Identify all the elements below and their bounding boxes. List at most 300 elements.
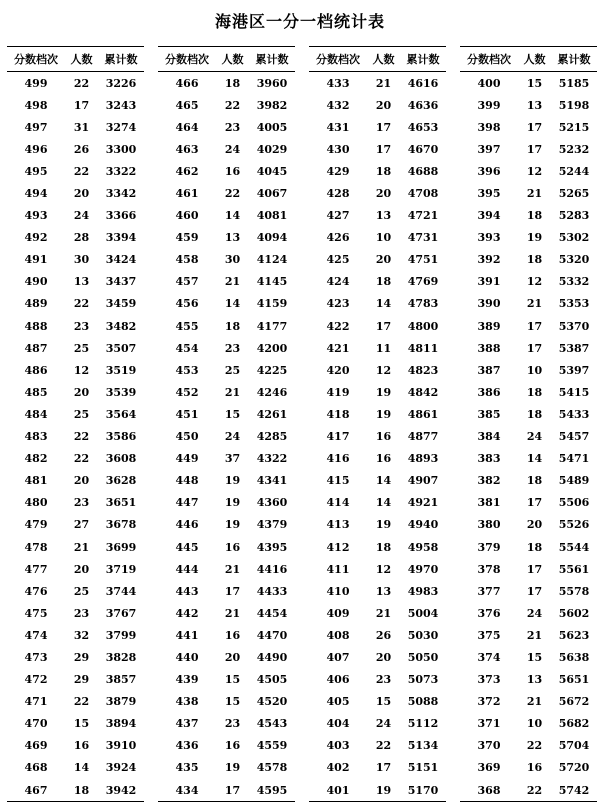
count-cell: 37 [224, 452, 241, 466]
count-cell: 24 [375, 717, 392, 731]
cumulative-cell: 4379 [256, 518, 288, 532]
table-row [309, 426, 446, 448]
score-cell: 443 [175, 584, 199, 598]
table-row [460, 669, 597, 691]
table-row [158, 205, 295, 227]
table-row [309, 359, 446, 381]
score-cell: 395 [477, 187, 501, 201]
score-cell: 401 [309, 779, 367, 802]
table-row [309, 735, 446, 757]
count-cell: 20 [375, 253, 392, 267]
count-cell: 13 [375, 209, 392, 223]
table-row [158, 713, 295, 735]
count-cell: 24 [224, 142, 241, 156]
cumulative-cell: 5704 [558, 739, 590, 753]
cumulative-cell: 4670 [407, 142, 439, 156]
table-row [460, 271, 597, 293]
count-cell: 18 [375, 540, 392, 554]
cumulative-cell: 5050 [407, 650, 439, 664]
table-row [7, 94, 144, 116]
score-cell: 404 [326, 717, 350, 731]
count-cell: 16 [224, 540, 241, 554]
table-row [158, 448, 295, 470]
cumulative-cell: 4940 [407, 518, 439, 532]
count-cell: 25 [73, 341, 90, 355]
table-row [309, 138, 446, 160]
header-row [7, 47, 144, 72]
cumulative-cell: 5134 [407, 739, 439, 753]
cumulative-cell: 5544 [558, 540, 590, 554]
cumulative-cell: 3699 [105, 540, 137, 554]
score-cell: 427 [326, 209, 350, 223]
score-cell: 491 [24, 253, 48, 267]
cumulative-cell: 4200 [256, 341, 288, 355]
table-row [309, 72, 446, 95]
count-cell: 14 [526, 452, 543, 466]
table-row [460, 138, 597, 160]
table-row [460, 602, 597, 624]
table-row [7, 691, 144, 713]
cumulative-cell: 4395 [256, 540, 288, 554]
table-row [309, 116, 446, 138]
cumulative-cell: 4005 [256, 120, 288, 134]
score-cell: 457 [175, 275, 199, 289]
score-cell: 425 [326, 253, 350, 267]
score-tables [7, 46, 597, 802]
cumulative-cell: 4505 [256, 673, 288, 687]
score-cell: 466 [175, 76, 199, 90]
cumulative-cell: 4454 [256, 606, 288, 620]
score-cell: 370 [477, 739, 501, 753]
count-cell: 19 [224, 474, 241, 488]
cumulative-cell: 5471 [558, 452, 590, 466]
table-row [158, 514, 295, 536]
cumulative-cell: 5397 [558, 363, 590, 377]
count-cell: 21 [224, 562, 241, 576]
table-row [309, 514, 446, 536]
count-cell: 22 [73, 695, 90, 709]
count-cell: 21 [224, 385, 241, 399]
table-row [309, 470, 446, 492]
count-cell: 18 [375, 275, 392, 289]
table-row [158, 735, 295, 757]
score-cell: 448 [175, 474, 199, 488]
table-row [309, 536, 446, 558]
score-cell: 471 [24, 695, 48, 709]
count-cell: 17 [526, 319, 543, 333]
table-row [460, 470, 597, 492]
cumulative-cell: 3924 [105, 761, 137, 775]
header-cumulative: 累计数 [98, 47, 144, 72]
cumulative-cell: 3879 [105, 695, 137, 709]
score-cell: 374 [477, 650, 501, 664]
table-row [460, 713, 597, 735]
score-cell: 402 [326, 761, 350, 775]
score-cell: 439 [175, 673, 199, 687]
table-row [7, 492, 144, 514]
table-row [7, 337, 144, 359]
count-cell: 12 [526, 164, 543, 178]
count-cell: 15 [375, 695, 392, 709]
cumulative-cell: 4595 [249, 779, 295, 802]
table-row [309, 182, 446, 204]
cumulative-cell: 4842 [407, 385, 439, 399]
cumulative-cell: 3519 [105, 363, 137, 377]
count-cell: 13 [526, 98, 543, 112]
cumulative-cell: 3799 [105, 628, 137, 642]
count-cell: 20 [224, 650, 241, 664]
count-cell: 13 [375, 584, 392, 598]
count-cell: 23 [224, 341, 241, 355]
cumulative-cell: 4081 [256, 209, 288, 223]
score-cell: 400 [477, 76, 501, 90]
count-cell: 18 [65, 779, 98, 802]
cumulative-cell: 4559 [256, 739, 288, 753]
score-cell: 489 [24, 297, 48, 311]
count-cell: 21 [375, 606, 392, 620]
cumulative-cell: 5578 [558, 584, 590, 598]
count-cell: 17 [526, 584, 543, 598]
table-row [460, 94, 597, 116]
cumulative-cell: 4653 [407, 120, 439, 134]
table-row [460, 646, 597, 668]
table-row [158, 691, 295, 713]
score-cell: 463 [175, 142, 199, 156]
table-row [7, 448, 144, 470]
cumulative-cell: 4970 [407, 562, 439, 576]
score-cell: 460 [175, 209, 199, 223]
table-row [7, 403, 144, 425]
cumulative-cell: 5353 [558, 297, 590, 311]
cumulative-cell: 4067 [256, 187, 288, 201]
cumulative-cell: 5489 [558, 474, 590, 488]
score-cell: 371 [477, 717, 501, 731]
cumulative-cell: 4124 [256, 253, 288, 267]
cumulative-cell: 4983 [407, 584, 439, 598]
cumulative-cell: 5457 [558, 430, 590, 444]
table-row [309, 160, 446, 182]
header-cumulative: 累计数 [551, 47, 597, 72]
cumulative-cell: 3586 [105, 430, 137, 444]
cumulative-cell: 4490 [256, 650, 288, 664]
count-cell: 22 [73, 297, 90, 311]
score-cell: 392 [477, 253, 501, 267]
cumulative-cell: 4045 [256, 164, 288, 178]
table-row [460, 337, 597, 359]
cumulative-cell: 3366 [105, 209, 137, 223]
cumulative-cell: 4800 [407, 319, 439, 333]
table-row [7, 646, 144, 668]
table-row [7, 757, 144, 779]
count-cell: 28 [73, 231, 90, 245]
count-cell: 17 [375, 142, 392, 156]
table-row [309, 624, 446, 646]
count-cell: 15 [526, 76, 543, 90]
score-cell: 393 [477, 231, 501, 245]
count-cell: 17 [526, 142, 543, 156]
score-cell: 396 [477, 164, 501, 178]
score-cell: 456 [175, 297, 199, 311]
count-cell: 21 [526, 187, 543, 201]
cumulative-cell: 4769 [407, 275, 439, 289]
score-cell: 377 [477, 584, 501, 598]
count-cell: 14 [224, 209, 241, 223]
cumulative-cell: 5265 [558, 187, 590, 201]
cumulative-cell: 5170 [400, 779, 446, 802]
count-cell: 24 [73, 209, 90, 223]
count-cell: 20 [73, 562, 90, 576]
header-count: 人数 [518, 47, 551, 72]
count-cell: 22 [73, 76, 90, 90]
table-row [158, 381, 295, 403]
table-row [460, 72, 597, 95]
score-cell: 390 [477, 297, 501, 311]
cumulative-cell: 3719 [105, 562, 137, 576]
header-row [158, 47, 295, 72]
score-cell: 419 [326, 385, 350, 399]
score-cell: 406 [326, 673, 350, 687]
count-cell: 18 [375, 164, 392, 178]
score-cell: 487 [24, 341, 48, 355]
count-cell: 22 [375, 739, 392, 753]
cumulative-cell: 5651 [558, 673, 590, 687]
count-cell: 23 [375, 673, 392, 687]
cumulative-cell: 5415 [558, 385, 590, 399]
cumulative-cell: 3342 [105, 187, 137, 201]
cumulative-cell: 3459 [105, 297, 137, 311]
table-row [7, 205, 144, 227]
score-cell: 483 [24, 430, 48, 444]
score-cell: 398 [477, 120, 501, 134]
cumulative-cell: 5672 [558, 695, 590, 709]
cumulative-cell: 4921 [407, 496, 439, 510]
table-row [7, 249, 144, 271]
table-row [7, 779, 144, 802]
cumulative-cell: 3767 [105, 606, 137, 620]
cumulative-cell: 4470 [256, 628, 288, 642]
table-row [158, 757, 295, 779]
page-title: 海港区一分一档统计表 [214, 12, 385, 31]
count-cell: 20 [73, 187, 90, 201]
header-score-level: 分数档次 [158, 47, 216, 72]
table-row [7, 138, 144, 160]
score-cell: 497 [24, 120, 48, 134]
table-row [158, 779, 295, 802]
score-cell: 496 [24, 142, 48, 156]
table-row [309, 293, 446, 315]
table-row [309, 403, 446, 425]
cumulative-cell: 3274 [105, 120, 137, 134]
score-cell: 437 [175, 717, 199, 731]
table-row [309, 492, 446, 514]
count-cell: 12 [375, 562, 392, 576]
score-cell: 430 [326, 142, 350, 156]
table-row [7, 669, 144, 691]
score-cell: 445 [175, 540, 199, 554]
cumulative-cell: 3608 [105, 452, 137, 466]
cumulative-cell: 4416 [256, 562, 288, 576]
score-cell: 399 [477, 98, 501, 112]
count-cell: 14 [224, 297, 241, 311]
count-cell: 18 [526, 385, 543, 399]
table-row [158, 403, 295, 425]
cumulative-cell: 3226 [105, 76, 137, 90]
score-cell: 369 [477, 761, 501, 775]
count-cell: 17 [224, 584, 241, 598]
count-cell: 11 [375, 341, 392, 355]
count-cell: 22 [73, 164, 90, 178]
count-cell: 25 [73, 407, 90, 421]
count-cell: 22 [73, 452, 90, 466]
score-cell: 418 [326, 407, 350, 421]
cumulative-cell: 3482 [105, 319, 137, 333]
count-cell: 16 [224, 628, 241, 642]
count-cell: 15 [224, 695, 241, 709]
cumulative-cell: 5720 [558, 761, 590, 775]
cumulative-cell: 4721 [407, 209, 439, 223]
cumulative-cell: 4688 [407, 164, 439, 178]
cumulative-cell: 4893 [407, 452, 439, 466]
table-row [309, 580, 446, 602]
count-cell: 17 [526, 562, 543, 576]
table-row [460, 249, 597, 271]
count-cell: 16 [224, 164, 241, 178]
count-cell: 20 [375, 650, 392, 664]
cumulative-cell: 3322 [105, 164, 137, 178]
table-row [7, 426, 144, 448]
table-row [7, 315, 144, 337]
cumulative-cell: 3678 [105, 518, 137, 532]
score-cell: 428 [326, 187, 350, 201]
header-cumulative: 累计数 [400, 47, 446, 72]
score-cell: 459 [175, 231, 199, 245]
score-table-3 [309, 46, 446, 802]
cumulative-cell: 3942 [98, 779, 144, 802]
cumulative-cell: 5073 [407, 673, 439, 687]
cumulative-cell: 5185 [558, 76, 590, 90]
score-table-2 [158, 46, 295, 802]
score-cell: 451 [175, 407, 199, 421]
table-row [460, 116, 597, 138]
count-cell: 19 [375, 407, 392, 421]
table-row [309, 448, 446, 470]
score-cell: 386 [477, 385, 501, 399]
score-cell: 493 [24, 209, 48, 223]
table-row [309, 337, 446, 359]
table-row [158, 646, 295, 668]
count-cell: 15 [224, 407, 241, 421]
score-cell: 391 [477, 275, 501, 289]
score-cell: 421 [326, 341, 350, 355]
table-row [158, 669, 295, 691]
count-cell: 23 [73, 606, 90, 620]
count-cell: 19 [224, 518, 241, 532]
cumulative-cell: 4094 [256, 231, 288, 245]
cumulative-cell: 4285 [256, 430, 288, 444]
score-cell: 438 [175, 695, 199, 709]
score-cell: 382 [477, 474, 501, 488]
score-cell: 414 [326, 496, 350, 510]
score-cell: 441 [175, 628, 199, 642]
score-cell: 447 [175, 496, 199, 510]
cumulative-cell: 3539 [105, 385, 137, 399]
score-cell: 420 [326, 363, 350, 377]
table-row [158, 426, 295, 448]
score-cell: 403 [326, 739, 350, 753]
score-cell: 388 [477, 341, 501, 355]
table-row [7, 160, 144, 182]
count-cell: 22 [73, 430, 90, 444]
count-cell: 19 [224, 761, 241, 775]
score-cell: 383 [477, 452, 501, 466]
table-row [158, 337, 295, 359]
cumulative-cell: 3651 [105, 496, 137, 510]
cumulative-cell: 5742 [551, 779, 597, 802]
count-cell: 15 [526, 650, 543, 664]
count-cell: 16 [73, 739, 90, 753]
table-row [309, 94, 446, 116]
header-cumulative: 累计数 [249, 47, 295, 72]
count-cell: 24 [526, 430, 543, 444]
score-cell: 450 [175, 430, 199, 444]
count-cell: 23 [73, 319, 90, 333]
table-row [460, 160, 597, 182]
count-cell: 15 [224, 673, 241, 687]
cumulative-cell: 4225 [256, 363, 288, 377]
table-row [460, 492, 597, 514]
score-cell: 397 [477, 142, 501, 156]
table-row [460, 381, 597, 403]
cumulative-cell: 3894 [105, 717, 137, 731]
cumulative-cell: 3300 [105, 142, 137, 156]
cumulative-cell: 4877 [407, 430, 439, 444]
score-cell: 411 [326, 562, 350, 576]
cumulative-cell: 4145 [256, 275, 288, 289]
table-row [309, 691, 446, 713]
cumulative-cell: 4360 [256, 496, 288, 510]
table-row [309, 602, 446, 624]
cumulative-cell: 5302 [558, 231, 590, 245]
table-row [7, 116, 144, 138]
cumulative-cell: 4543 [256, 717, 288, 731]
table-row [460, 359, 597, 381]
score-cell: 436 [175, 739, 199, 753]
header-count: 人数 [216, 47, 249, 72]
count-cell: 12 [73, 363, 90, 377]
score-cell: 467 [7, 779, 65, 802]
score-cell: 423 [326, 297, 350, 311]
header-row [460, 47, 597, 72]
cumulative-cell: 5198 [558, 98, 590, 112]
table-row [460, 448, 597, 470]
cumulative-cell: 4751 [407, 253, 439, 267]
cumulative-cell: 4578 [256, 761, 288, 775]
cumulative-cell: 5561 [558, 562, 590, 576]
score-cell: 478 [24, 540, 48, 554]
cumulative-cell: 4907 [407, 474, 439, 488]
score-cell: 469 [24, 739, 48, 753]
cumulative-cell: 5387 [558, 341, 590, 355]
score-cell: 431 [326, 120, 350, 134]
table-row [460, 735, 597, 757]
score-cell: 465 [175, 98, 199, 112]
count-cell: 15 [73, 717, 90, 731]
table-row [7, 72, 144, 95]
cumulative-cell: 4433 [256, 584, 288, 598]
score-cell: 470 [24, 717, 48, 731]
score-cell: 385 [477, 407, 501, 421]
score-cell: 434 [158, 779, 216, 802]
